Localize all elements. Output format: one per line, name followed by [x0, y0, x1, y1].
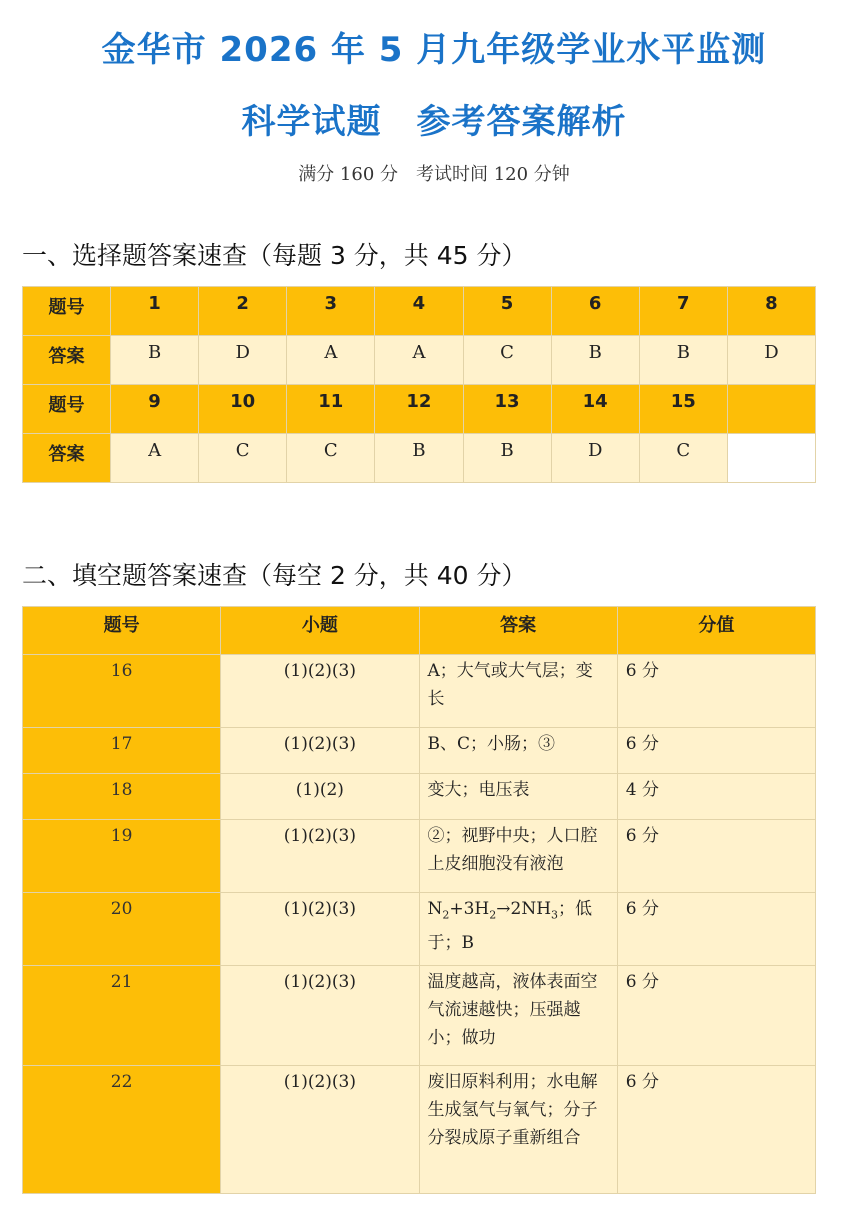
table-row [23, 728, 816, 774]
question-number: 16 [23, 655, 221, 728]
question-number: 22 [23, 1066, 221, 1194]
question-number: 4 [375, 287, 463, 336]
section1-heading: 一、选择题答案速查（每题 3 分，共 45 分） [22, 241, 527, 270]
answer-cell: A [287, 336, 375, 385]
table-header-row [23, 607, 816, 655]
answer-cell: A [375, 336, 463, 385]
score-cell: 6 分 [617, 728, 815, 774]
answer-cell: 废旧原料利用；水电解生成氢气与氧气；分子分裂成原子重新组合 [419, 1066, 617, 1194]
row-label: 题号 [23, 287, 111, 336]
answer-cell [419, 893, 617, 966]
answer-cell: B [375, 434, 463, 483]
question-number: 20 [23, 893, 221, 966]
sub-question: (1)(2)(3) [221, 820, 419, 893]
table-row [23, 434, 816, 483]
answer-cell: C [287, 434, 375, 483]
answer-text: N [427, 899, 443, 919]
subscript: 3 [551, 908, 559, 922]
sub-question: (1)(2)(3) [221, 893, 419, 966]
answer-text: +3H [449, 899, 490, 919]
table-row [23, 820, 816, 893]
question-number: 13 [463, 385, 551, 434]
question-number: 8 [727, 287, 815, 336]
sub-question: (1)(2)(3) [221, 728, 419, 774]
exam-meta: 满分 160 分 考试时间 120 分钟 [298, 164, 570, 185]
question-number: 14 [551, 385, 639, 434]
question-number: 11 [287, 385, 375, 434]
answer-text: →2NH [496, 899, 552, 919]
answer-cell: A [111, 434, 199, 483]
fill-blank-answer-table [22, 606, 816, 1194]
empty-cell [727, 385, 815, 434]
column-header: 小题 [221, 607, 419, 655]
answer-text: ；低于；B [427, 899, 593, 954]
doc-title: 金华市 2026 年 5 月九年级学业水平监测 [101, 30, 767, 70]
question-number: 12 [375, 385, 463, 434]
sub-question: (1)(2)(3) [221, 1066, 419, 1194]
table-row [23, 1066, 816, 1194]
question-number: 15 [639, 385, 727, 434]
table-row [23, 385, 816, 434]
answer-cell: B [639, 336, 727, 385]
answer-cell: C [463, 336, 551, 385]
row-label: 题号 [23, 385, 111, 434]
question-number: 9 [111, 385, 199, 434]
table-row [23, 893, 816, 966]
column-header: 分值 [617, 607, 815, 655]
answer-cell: B、C；小肠；③ [419, 728, 617, 774]
score-cell: 6 分 [617, 1066, 815, 1194]
row-label: 答案 [23, 434, 111, 483]
score-cell: 6 分 [617, 893, 815, 966]
sub-question: (1)(2)(3) [221, 966, 419, 1066]
answer-cell: D [551, 434, 639, 483]
answer-cell: A；大气或大气层；变长 [419, 655, 617, 728]
answer-cell: 温度越高，液体表面空气流速越快；压强越小；做功 [419, 966, 617, 1066]
answer-cell: B [551, 336, 639, 385]
answer-cell: B [111, 336, 199, 385]
answer-cell: C [639, 434, 727, 483]
column-header: 答案 [419, 607, 617, 655]
question-number: 2 [199, 287, 287, 336]
sub-question: (1)(2) [221, 774, 419, 820]
sub-question: (1)(2)(3) [221, 655, 419, 728]
score-cell: 6 分 [617, 966, 815, 1066]
question-number: 3 [287, 287, 375, 336]
answer-cell: D [199, 336, 287, 385]
question-number: 6 [551, 287, 639, 336]
question-number: 5 [463, 287, 551, 336]
question-number: 1 [111, 287, 199, 336]
answer-cell: C [199, 434, 287, 483]
table-row [23, 336, 816, 385]
score-cell: 4 分 [617, 774, 815, 820]
choice-answer-table [22, 286, 816, 483]
score-cell: 6 分 [617, 655, 815, 728]
table-row [23, 774, 816, 820]
question-number: 18 [23, 774, 221, 820]
question-number: 19 [23, 820, 221, 893]
question-number: 10 [199, 385, 287, 434]
score-cell: 6 分 [617, 820, 815, 893]
answer-cell: D [727, 336, 815, 385]
table-row [23, 966, 816, 1066]
table-row [23, 287, 816, 336]
subscript: 2 [489, 908, 497, 922]
row-label: 答案 [23, 336, 111, 385]
question-number: 7 [639, 287, 727, 336]
question-number: 21 [23, 966, 221, 1066]
table-row [23, 655, 816, 728]
answer-cell: ②；视野中央；人口腔上皮细胞没有液泡 [419, 820, 617, 893]
empty-cell [727, 434, 815, 483]
question-number: 17 [23, 728, 221, 774]
answer-cell: 变大；电压表 [419, 774, 617, 820]
answer-cell: B [463, 434, 551, 483]
doc-subtitle: 科学试题 参考答案解析 [241, 102, 627, 142]
section2-heading: 二、填空题答案速查（每空 2 分，共 40 分） [22, 561, 527, 590]
column-header: 题号 [23, 607, 221, 655]
subscript: 2 [442, 908, 450, 922]
